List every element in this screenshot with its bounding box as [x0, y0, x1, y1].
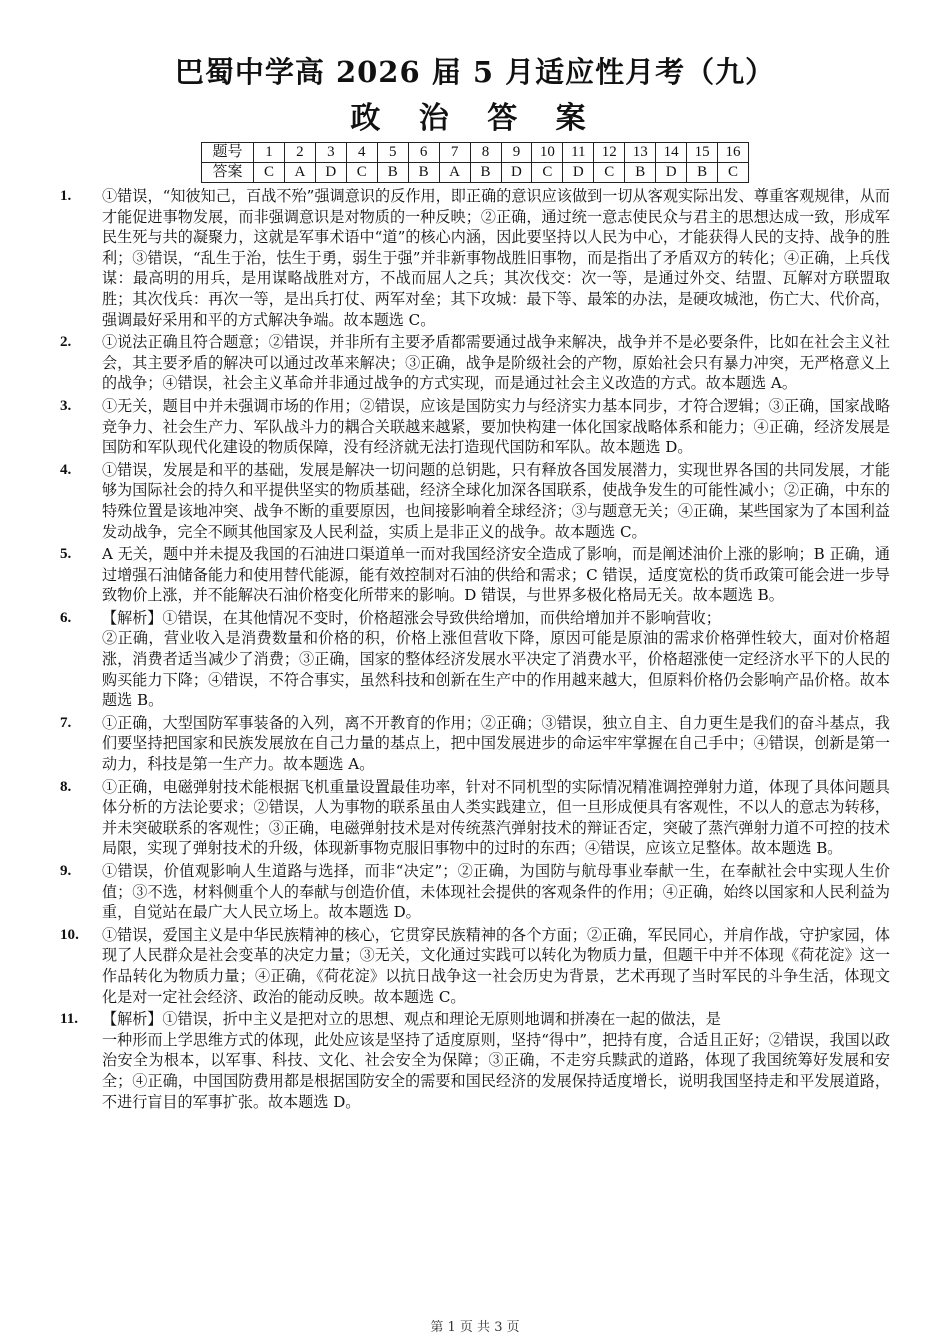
answer-table-number-cell: 5: [377, 143, 408, 163]
explanation-item: [60, 861, 890, 923]
answer-table-answer-cell: A: [284, 163, 315, 183]
answer-table-number-cell: 13: [625, 143, 656, 163]
explanation-item: [60, 713, 890, 775]
explanation-text: ①错误，爱国主义是中华民族精神的核心，它贯穿民族精神的各个方面；②正确，军民同心，并肩作战，守护家园，体现了人民群众是社会变革的决定力量；③无关，文化通过实践可以转化为物质力量，但题干中并不体现《荷花淀》这一作品转化为物质力量；④正确，《荷花淀》以抗日战争这一社会历史为背景，艺术再现了当时军民的斗争生活，体现文化是对一定社会经济、政治的能动反映。故本题选 C。: [102, 925, 890, 1006]
answer-table-answer-cell: B: [408, 163, 439, 183]
answer-table-number-cell: 10: [532, 143, 563, 163]
explanation-item: [60, 608, 890, 711]
answer-table-number-cell: 8: [470, 143, 501, 163]
explanation-text: ①错误，发展是和平的基础，发展是解决一切问题的总钥匙，只有释放各国发展潜力，实现世界各国的共同发展，才能够为国际社会的持久和平提供坚实的物质基础，经济全球化加深各国联系，使战争发生的可能性减小；②正确，中东的特殊位置是该地冲突、战争不断的重要原因，也间接影响着全球经济；③与题意无关；④正确，某些国家为了本国利益发动战争，完全不顾其他国家及人民利益，实质上是非正义的战争。故本题选 C。: [102, 460, 890, 541]
explanation-item: [60, 777, 890, 859]
answer-table-answer-cell: C: [254, 163, 285, 183]
explanation-item: [60, 396, 890, 458]
answer-table-answer-label: 答案: [202, 163, 254, 183]
answer-table-number-cell: 2: [284, 143, 315, 163]
answer-table-answer-cell: C: [532, 163, 563, 183]
item-number: 3.: [60, 397, 72, 414]
item-number: 2.: [60, 334, 72, 351]
answer-table-answer-cell: B: [470, 163, 501, 183]
answer-explanations: [60, 186, 890, 1114]
explanation-text: A 无关，题中并未提及我国的石油进口渠道单一而对我国经济安全造成了影响，而是阐述油价上涨的影响；B 正确，通过增强石油储备能力和使用替代能源，能有效控制对石油的供给和需求；C 错误，适度宽松的货币政策可能会进一步导致物价上涨，并不能解决石油价格变化所带来的影响。D 错误，与世界多极化格局无关。故本题选 B。: [102, 545, 890, 605]
item-number: 8.: [60, 778, 72, 795]
answer-table-answer-cell: B: [625, 163, 656, 183]
explanation-text: ①错误，“知彼知己，百战不殆”强调意识的反作用，即正确的意识应该做到一切从客观实际出发、尊重客观规律，从而才能促进事物发展，而非强调意识是对物质的一种反映；②正确，通过统一意志使民众与君主的思想达成一致，形成军民生死与共的凝聚力，这就是军事术语中“道”的核心内涵，因此要坚持以人民为中心，才能获得人民的支持、战争的胜利；③错误，“乱生于治，怯生于勇，弱生于强”并非新事物战胜旧事物，而是指出了矛盾双方的转化；④正确，上兵伐谋：最高明的用兵，是用谋略战胜对方，不战而屈人之兵；其次伐交：次一等，是通过外交、结盟、瓦解对方联盟取胜；其次伐兵：再次一等，是出兵打仗、两军对垒；其下攻城：最下等、最笨的办法，是硬攻城池，伤亡大、代价高，强调最好采用和平的方式解决争端。故本题选 C。: [102, 187, 890, 329]
answer-table-number-cell: 12: [594, 143, 625, 163]
answer-table-number-cell: 16: [718, 143, 749, 163]
answer-table-number-cell: 9: [501, 143, 532, 163]
answer-table-answer-cell: A: [439, 163, 470, 183]
item-number: 7.: [60, 714, 72, 731]
answer-table-answer-cell: C: [346, 163, 377, 183]
explanation-text: 【解析】①错误，在其他情况不变时，价格超涨会导致供给增加，而供给增加并不影响营收；: [102, 608, 721, 627]
answer-table-number-cell: 6: [408, 143, 439, 163]
answer-table-number-cell: 4: [346, 143, 377, 163]
answer-table-number-cell: 3: [315, 143, 346, 163]
explanation-text: ②正确，营业收入是消费数量和价格的积，价格上涨但营收下降，原因可能是原油的需求价格弹性较大，面对价格超涨，消费者适当减少了消费；③正确，国家的整体经济发展水平决定了消费水平，价格超涨使一定经济水平下的人民的购买能力下降；④错误，不符合事实，虽然科技和创新在生产中的作用越来越大，但原料价格仍会影响产品价格。故本题选 B。: [102, 629, 890, 710]
explanation-item: [60, 544, 890, 606]
answer-table-answer-cell: D: [501, 163, 532, 183]
answer-table-answer-cell: D: [656, 163, 687, 183]
answer-table: [201, 142, 749, 183]
explanation-text: 【解析】①错误，折中主义是把对立的思想、观点和理论无原则地调和拼凑在一起的做法，是: [102, 1010, 721, 1029]
answer-table-answer-cell: C: [594, 163, 625, 183]
explanation-item: [60, 332, 890, 394]
explanation-item: [60, 460, 890, 542]
item-number: 11.: [60, 1011, 79, 1028]
answer-table-number-cell: 11: [563, 143, 594, 163]
answer-table-answer-cell: B: [687, 163, 718, 183]
item-number: 6.: [60, 609, 72, 626]
explanation-text: ①无关，题目中并未强调市场的作用；②错误，应该是国防实力与经济实力基本同步，才符合逻辑；③正确，国家战略竞争力、社会生产力、军队战斗力的耦合关联越来越紧，要加快构建一体化国家战略体系和能力；④正确，经济发展是国防和军队现代化建设的物质保障，没有经济就无法打造现代国防和军队。故本题选 D。: [102, 396, 890, 457]
answer-table-number-cell: 1: [254, 143, 285, 163]
answer-table-number-cell: 14: [656, 143, 687, 163]
answer-table-answer-cell: D: [315, 163, 346, 183]
item-number: 1.: [60, 188, 72, 204]
item-number: 5.: [60, 546, 72, 563]
page-title: 巴蜀中学高 2026 届 5 月适应性月考（九）: [174, 55, 776, 89]
answer-table-number-row: [202, 143, 749, 163]
explanation-item: [60, 925, 890, 1007]
page-footer: 第 1 页 共 3 页: [430, 1320, 520, 1335]
explanation-text: ①错误，价值观影响人生道路与选择，而非“决定”；②正确，为国防与航母事业奉献一生，在奉献社会中实现人生价值；③不选，材料侧重个人的奉献与创造价值，未体现社会提供的客观条件的作用；④正确，始终以国家和人民利益为重，自觉站在最广大人民立场上。故本题选 D。: [102, 862, 890, 922]
explanation-text: 一种形而上学思维方式的体现，此处应该是坚持了适度原则，坚持“得中”，把持有度，合适且正好；②错误，我国以政治安全为根本，以军事、科技、文化、社会安全为保障；③正确，不走穷兵黩武的道路，体现了我国统筹好发展和安全；④正确，中国国防费用都是根据国防安全的需要和国民经济的发展保持适度增长，说明我国坚持走和平发展道路，不进行盲目的军事扩张。故本题选 D。: [102, 1030, 890, 1111]
explanation-text: ①说法正确且符合题意；②错误，并非所有主要矛盾都需要通过战争来解决，战争并不是必要条件，比如在社会主义社会，其主要矛盾的解决可以通过改革来解决；③正确，战争是阶级社会的产物，原始社会只有暴力冲突，无严格意义上的战争；④错误，社会主义革命并非通过战争的方式实现，而是通过社会主义改造的方式。故本题选 A。: [102, 333, 890, 393]
answer-table-answer-cell: D: [563, 163, 594, 183]
answer-table-answer-cell: C: [718, 163, 749, 183]
explanation-item: [60, 186, 890, 330]
explanation-text: ①正确，大型国防军事装备的入列，离不开教育的作用；②正确；③错误，独立自主、自力更生是我们的奋斗基点，我们要坚持把国家和民族发展放在自己力量的基点上，把中国发展进步的命运牢牢掌握在自己手中；④错误，创新是第一动力，科技是第一生产力。故本题选 A。: [102, 713, 890, 774]
item-number: 9.: [60, 863, 72, 879]
explanation-text: ①正确，电磁弹射技术能根据飞机重量设置最佳功率，针对不同机型的实际情况精准调控弹射力道，体现了具体问题具体分析的方法论要求；②错误，人为事物的联系虽由人类实践建立，但一旦形成便具有客观性，不以人的意志为转移，并未突破联系的客观性；③正确，电磁弹射技术是对传统蒸汽弹射技术的辩证否定，突破了蒸汽弹射力道不可控的技术局限，实现了弹射技术的升级，体现新事物克服旧事物中的过时的东西；④错误，应该立足整体。故本题选 B。: [102, 777, 890, 858]
answer-table-number-cell: 15: [687, 143, 718, 163]
answer-table-number-cell: 7: [439, 143, 470, 163]
answer-table-answer-cell: B: [377, 163, 408, 183]
item-number: 10.: [60, 926, 79, 943]
page-subtitle: 政 治 答 案: [350, 101, 600, 136]
answer-table-answer-row: [202, 163, 749, 183]
explanation-item: [60, 1009, 890, 1112]
answer-table-number-label: 题号: [202, 143, 254, 163]
item-number: 4.: [60, 461, 72, 478]
